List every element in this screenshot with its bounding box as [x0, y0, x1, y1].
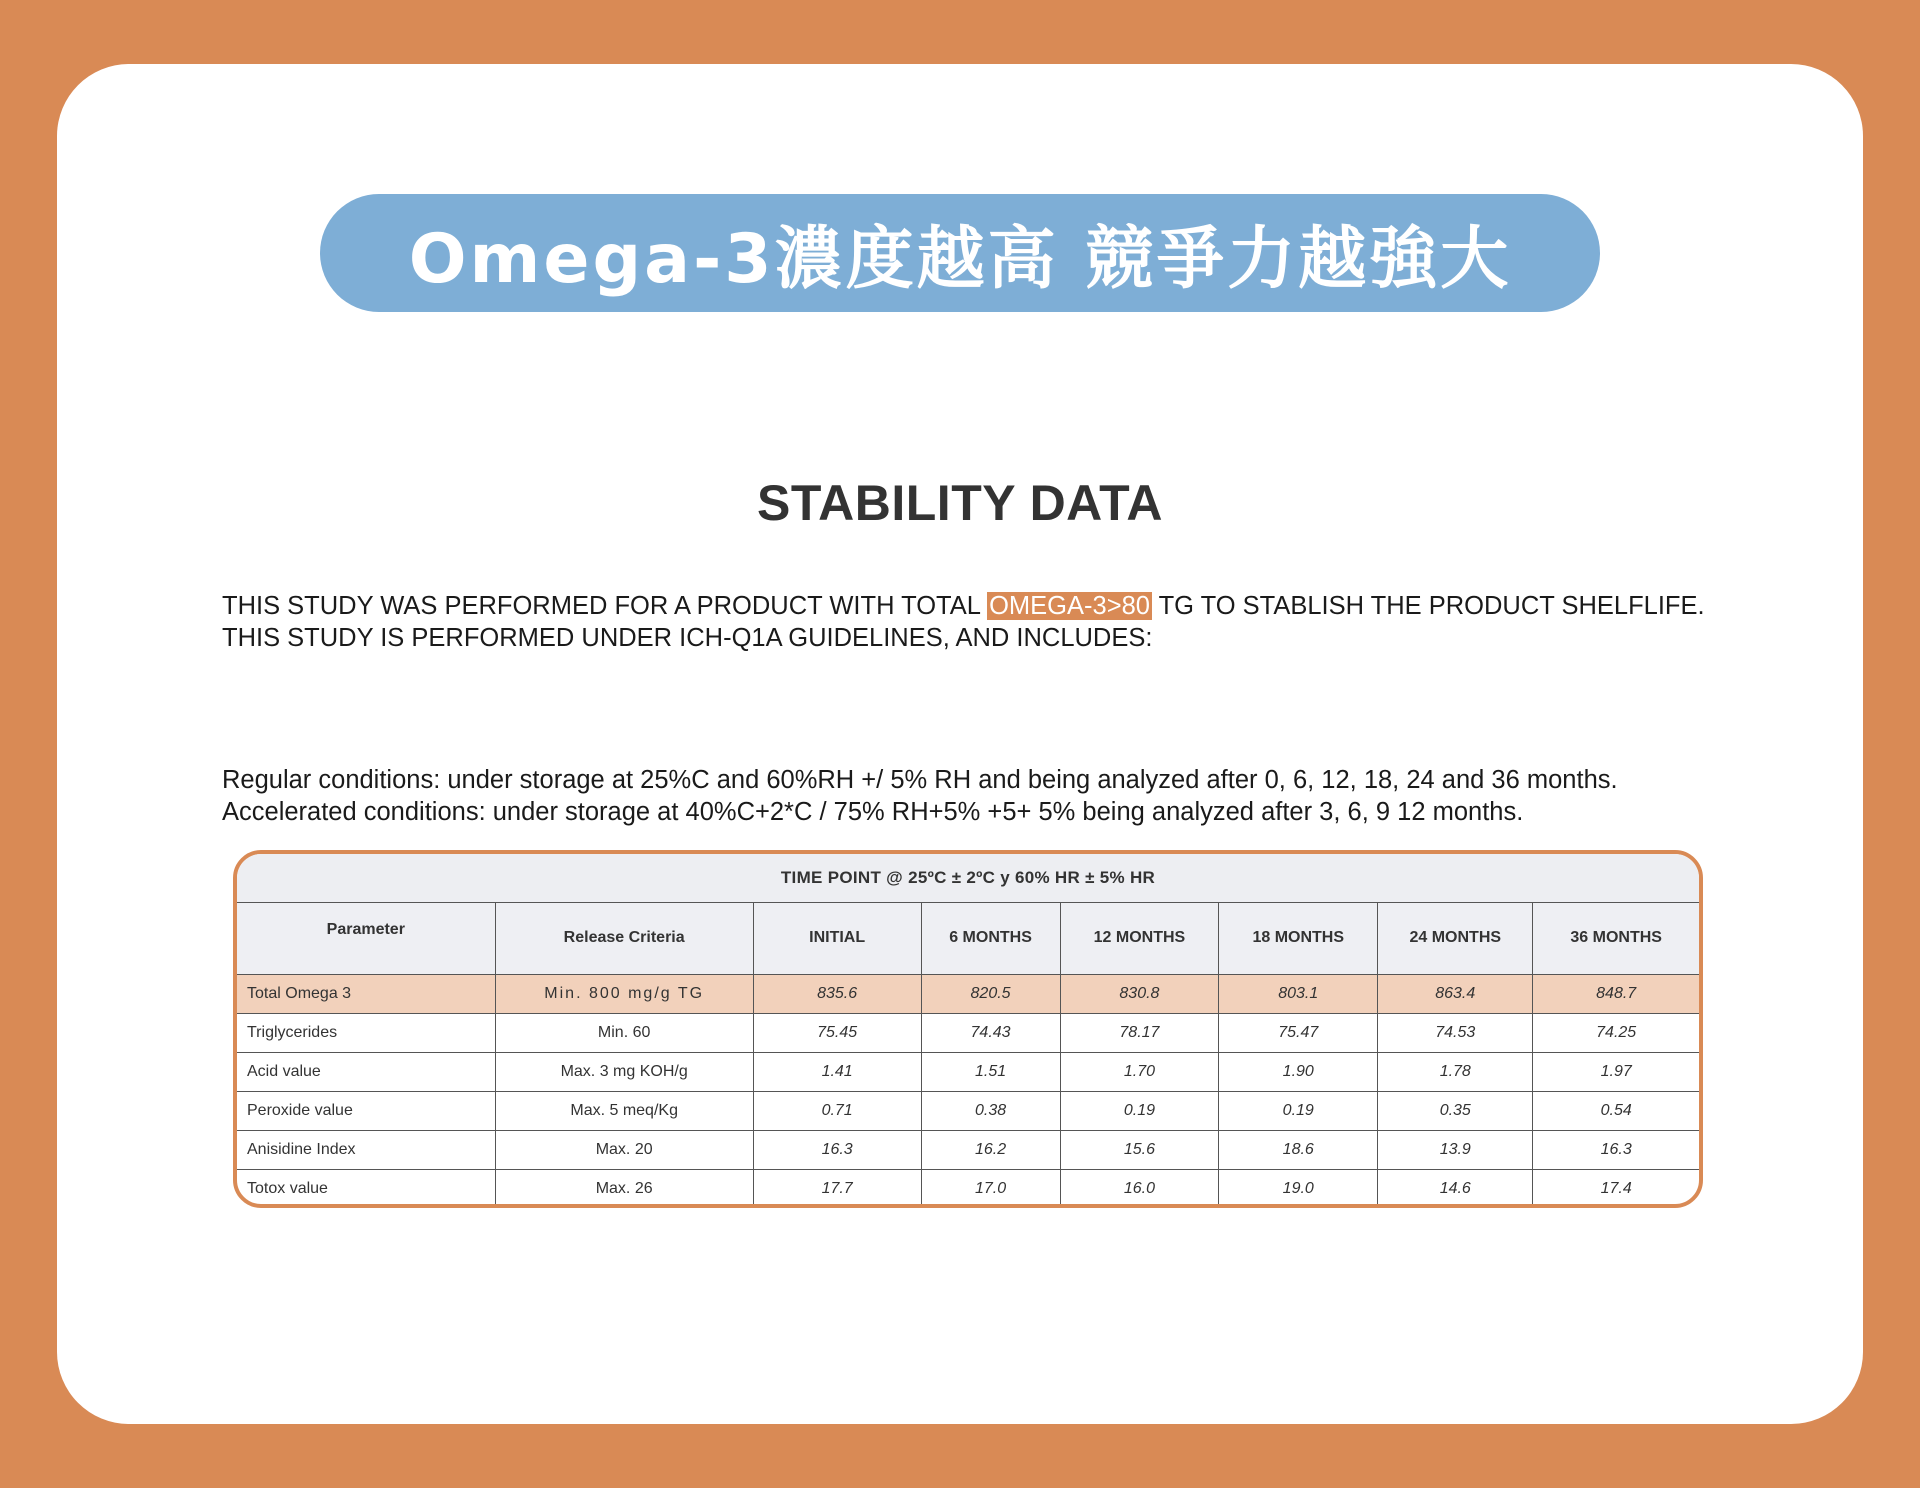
parameter-cell: Triglycerides	[237, 1013, 495, 1052]
criteria-cell: Max. 5 meq/Kg	[495, 1091, 753, 1130]
value-cell: 13.9	[1378, 1130, 1533, 1169]
value-cell: 75.47	[1219, 1013, 1378, 1052]
parameter-cell: Total Omega 3	[237, 974, 495, 1013]
value-cell: 15.6	[1060, 1130, 1219, 1169]
table-row	[237, 1130, 1699, 1169]
regular-conditions: Regular conditions: under storage at 25%C and 60%RH +/ 5% RH and being analyzed after 0, 6, 12, 18, 24 and 36 months.	[222, 766, 1618, 794]
value-cell: 803.1	[1219, 974, 1378, 1013]
table-row	[237, 974, 1699, 1013]
value-cell: 1.97	[1533, 1052, 1699, 1091]
value-cell: 74.53	[1378, 1013, 1533, 1052]
value-cell: 74.43	[921, 1013, 1060, 1052]
value-cell: 75.45	[753, 1013, 921, 1052]
parameter-cell: Peroxide value	[237, 1091, 495, 1130]
table-title-row	[237, 854, 1699, 902]
parameter-cell: Anisidine Index	[237, 1130, 495, 1169]
value-cell: 14.6	[1378, 1169, 1533, 1208]
column-header: 18 MONTHS	[1219, 902, 1378, 974]
stability-table	[237, 854, 1699, 1208]
column-header: 36 MONTHS	[1533, 902, 1699, 974]
criteria-cell: Max. 3 mg KOH/g	[495, 1052, 753, 1091]
value-cell: 78.17	[1060, 1013, 1219, 1052]
content-card	[57, 64, 1863, 1424]
criteria-cell: Min. 60	[495, 1013, 753, 1052]
intro-line-1-before: THIS STUDY WAS PERFORMED FOR A PRODUCT WITH TOTAL	[222, 592, 980, 620]
value-cell: 16.0	[1060, 1169, 1219, 1208]
intro-line-1	[222, 590, 1782, 622]
value-cell: 74.25	[1533, 1013, 1699, 1052]
value-cell: 16.3	[1533, 1130, 1699, 1169]
value-cell: 0.19	[1060, 1091, 1219, 1130]
criteria-cell: Max. 26	[495, 1169, 753, 1208]
table-row	[237, 1013, 1699, 1052]
value-cell: 17.4	[1533, 1169, 1699, 1208]
intro-line-1-after: TG TO STABLISH THE PRODUCT SHELFLIFE.	[1158, 592, 1705, 620]
value-cell: 830.8	[1060, 974, 1219, 1013]
value-cell: 0.38	[921, 1091, 1060, 1130]
criteria-cell: Max. 20	[495, 1130, 753, 1169]
value-cell: 1.41	[753, 1052, 921, 1091]
value-cell: 1.90	[1219, 1052, 1378, 1091]
title-banner	[320, 194, 1600, 312]
parameter-cell: Totox value	[237, 1169, 495, 1208]
value-cell: 863.4	[1378, 974, 1533, 1013]
value-cell: 0.35	[1378, 1091, 1533, 1130]
accelerated-conditions: Accelerated conditions: under storage at 40%C+2*C / 75% RH+5% +5+ 5% being analyzed after 3, 6, 9 12 months.	[222, 798, 1524, 826]
value-cell: 16.3	[753, 1130, 921, 1169]
parameter-cell: Acid value	[237, 1052, 495, 1091]
table-body	[237, 974, 1699, 1208]
value-cell: 0.71	[753, 1091, 921, 1130]
intro-line-2: THIS STUDY IS PERFORMED UNDER ICH-Q1A GUIDELINES, AND INCLUDES:	[222, 624, 1153, 652]
table-row	[237, 1052, 1699, 1091]
column-header: 6 MONTHS	[921, 902, 1060, 974]
value-cell: 1.78	[1378, 1052, 1533, 1091]
banner-title: Omega-3濃度越高 競爭力越強大	[408, 219, 1512, 299]
value-cell: 17.0	[921, 1169, 1060, 1208]
stability-table-frame	[233, 850, 1703, 1208]
column-header: INITIAL	[753, 902, 921, 974]
value-cell: 16.2	[921, 1130, 1060, 1169]
value-cell: 0.19	[1219, 1091, 1378, 1130]
table-header-row	[237, 902, 1699, 974]
value-cell: 18.6	[1219, 1130, 1378, 1169]
conditions-text	[222, 764, 1802, 828]
value-cell: 835.6	[753, 974, 921, 1013]
criteria-cell: Min. 800 mg/g TG	[495, 974, 753, 1013]
table-title: TIME POINT @ 25ºC ± 2ºC y 60% HR ± 5% HR	[237, 854, 1699, 902]
column-header: Parameter	[237, 902, 495, 974]
value-cell: 0.54	[1533, 1091, 1699, 1130]
value-cell: 1.70	[1060, 1052, 1219, 1091]
omega-highlight: OMEGA-3>80	[989, 592, 1150, 620]
intro-text	[222, 590, 1782, 654]
table-row	[237, 1169, 1699, 1208]
column-header: Release Criteria	[495, 902, 753, 974]
column-header: 24 MONTHS	[1378, 902, 1533, 974]
value-cell: 1.51	[921, 1052, 1060, 1091]
value-cell: 17.7	[753, 1169, 921, 1208]
value-cell: 848.7	[1533, 974, 1699, 1013]
section-heading: STABILITY DATA	[756, 475, 1164, 531]
column-header: 12 MONTHS	[1060, 902, 1219, 974]
value-cell: 820.5	[921, 974, 1060, 1013]
table-row	[237, 1091, 1699, 1130]
value-cell: 19.0	[1219, 1169, 1378, 1208]
